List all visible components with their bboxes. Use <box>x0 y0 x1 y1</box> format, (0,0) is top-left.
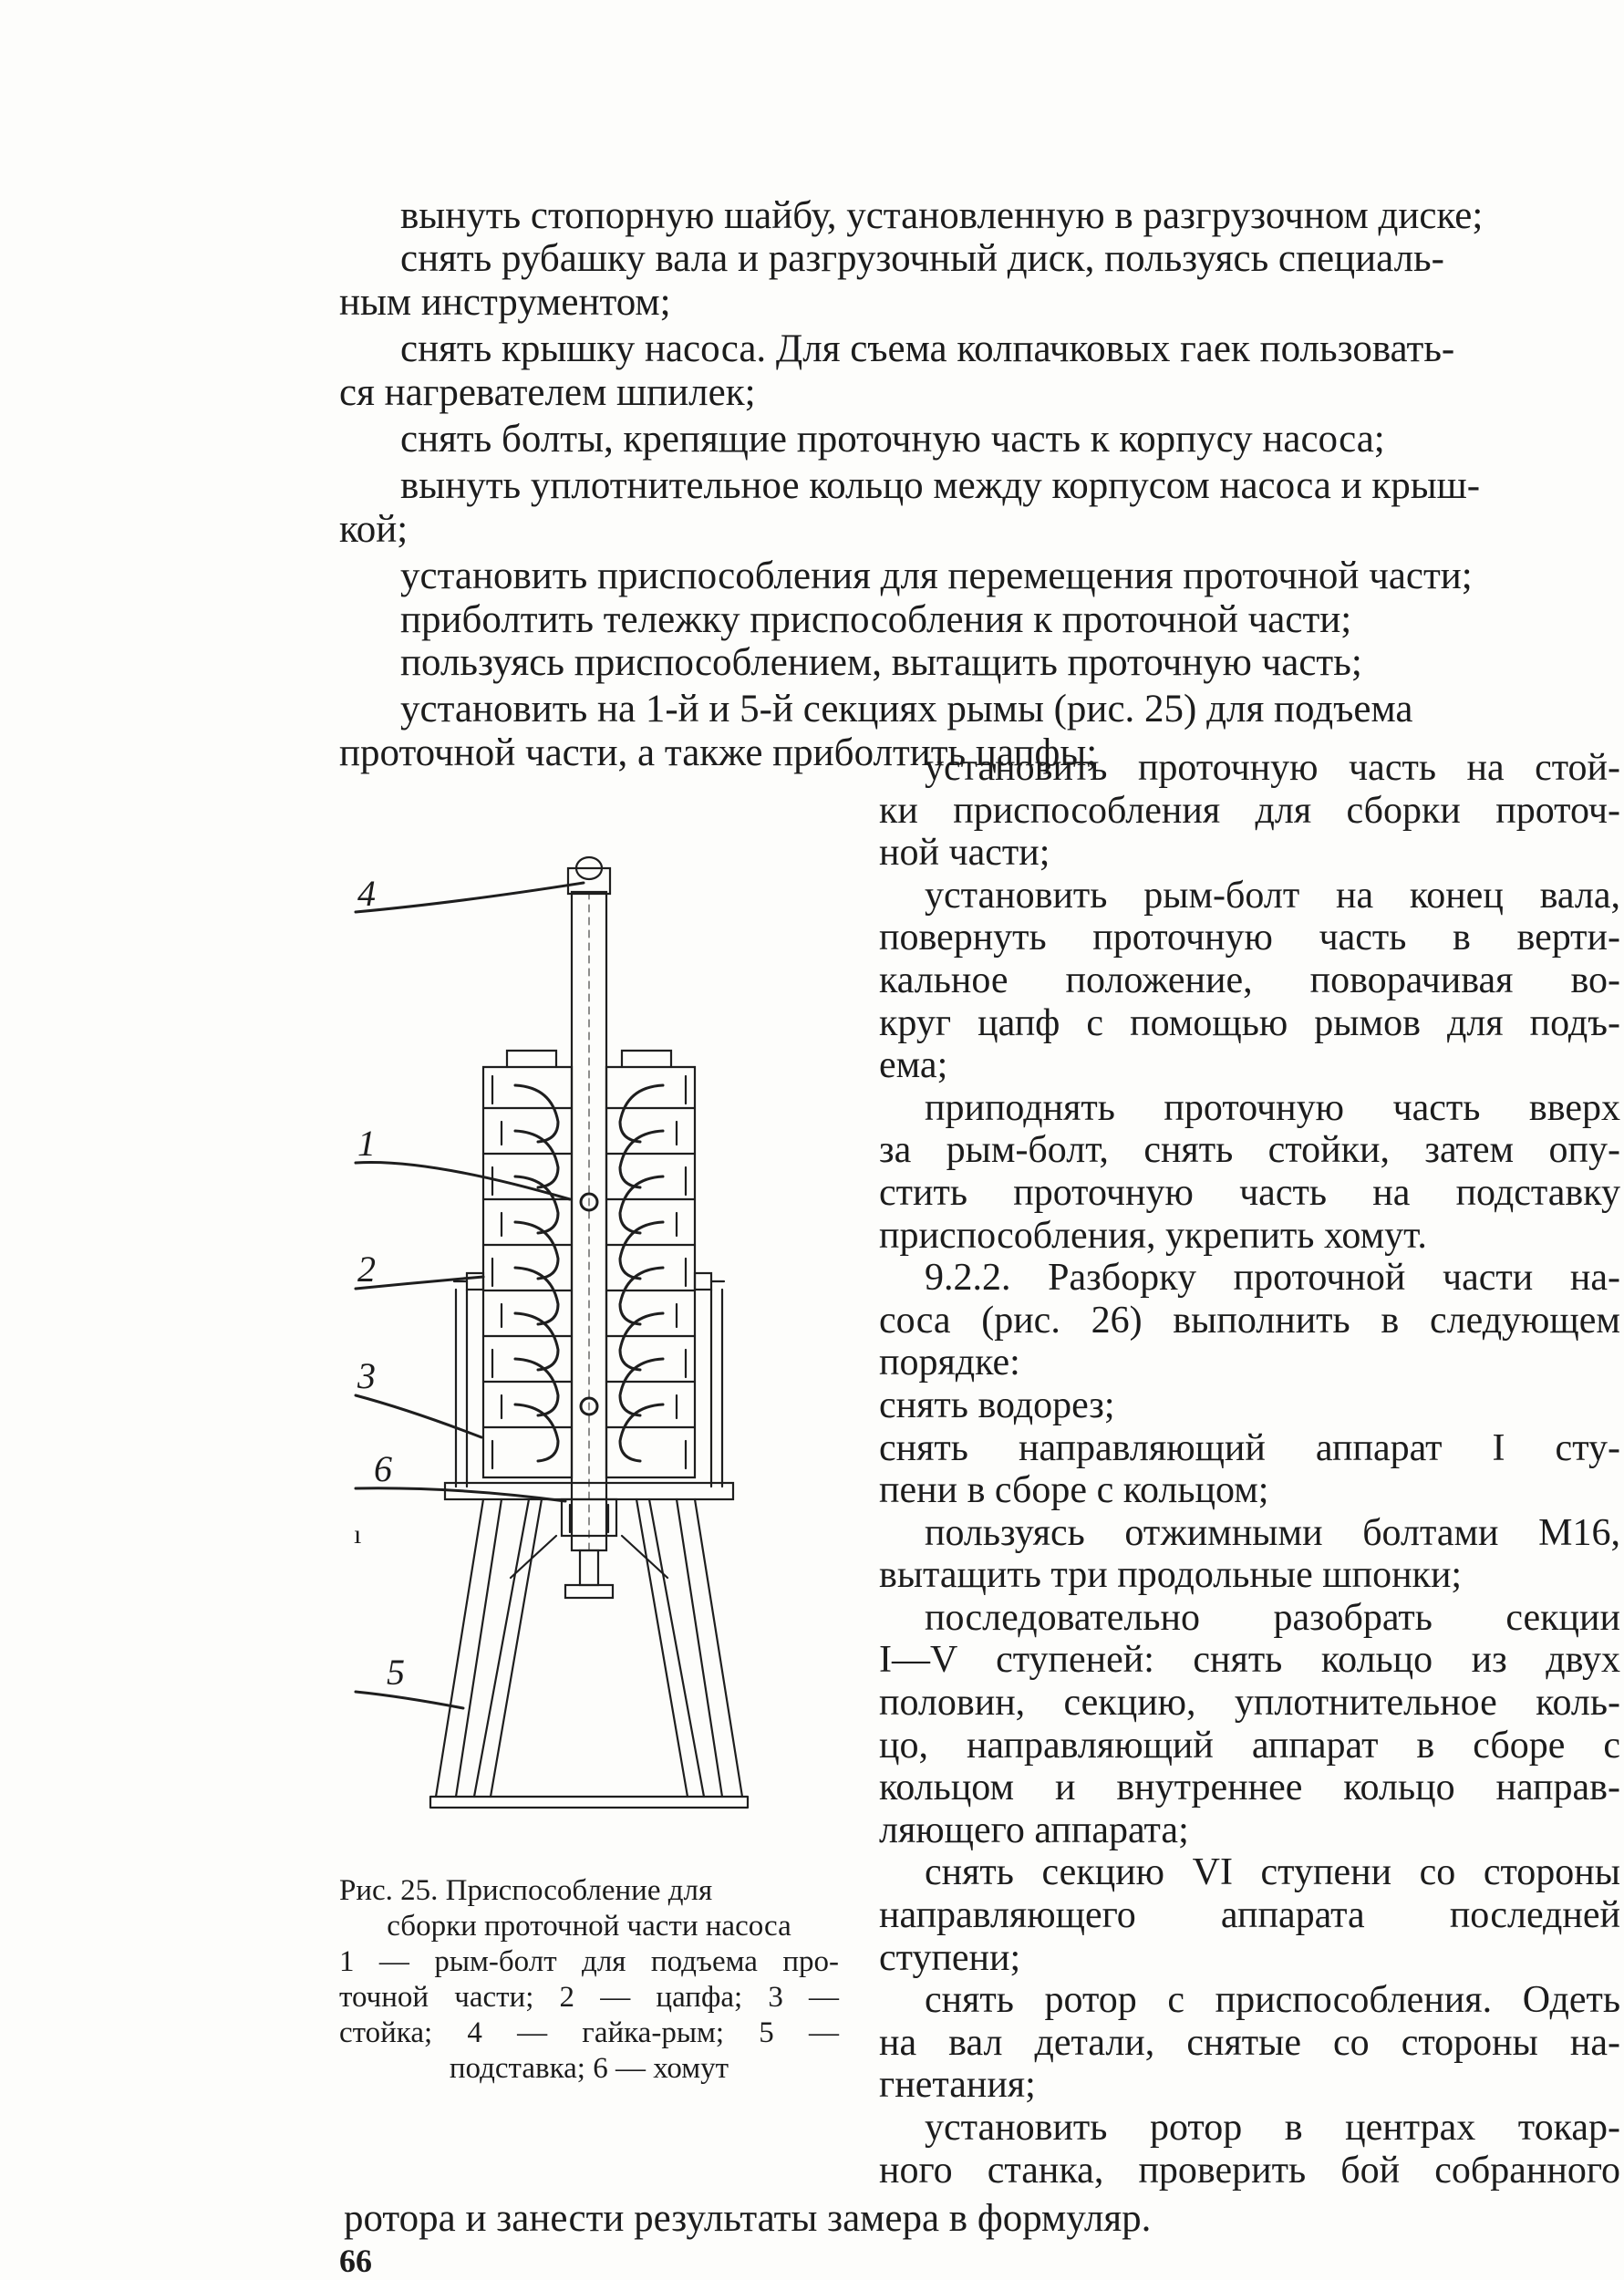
text-line: снять водорез; <box>879 1384 1115 1426</box>
text-line: ляющего аппарата; <box>879 1808 1189 1851</box>
caption-line: стойка; 4 — гайка-рым; 5 — <box>339 2016 839 2049</box>
caption-line: подставка; 6 — хомут <box>449 2052 729 2085</box>
text-line: установить на 1-й и 5-й секциях рымы (рис. 25) для подъема <box>400 688 1413 731</box>
text-line: кальное положение, поворачивая во- <box>879 959 1620 1001</box>
page-number: 66 <box>339 2243 372 2279</box>
text-line: направляющего аппарата последней <box>879 1894 1620 1937</box>
text-line: установить приспособления для перемещения проточной части; <box>400 554 1473 598</box>
fixture-drawing <box>347 848 857 1824</box>
leader-line-3 <box>356 1395 481 1437</box>
text-line: кой; <box>339 507 409 551</box>
text-line: снять крышку насоса. Для съема колпачковых гаек пользовать- <box>400 327 1455 371</box>
figure-label-2: 2 <box>357 1249 376 1290</box>
text-line: круг цапф с помощью рымов для подъ- <box>879 1001 1620 1044</box>
text-line: ема; <box>879 1044 948 1087</box>
figure-label-4: 4 <box>357 873 376 914</box>
leader-line-5 <box>356 1692 463 1708</box>
text-line: половин, секцию, уплотнительное коль- <box>879 1682 1620 1725</box>
caption-line: сборки проточной части насоса <box>387 1910 791 1943</box>
caption-line: 1 — рым-болт для подъема про- <box>339 1945 839 1978</box>
leader-line-4 <box>356 883 584 912</box>
text-line: ротора и занести результаты замера в формуляр. <box>344 2197 1152 2240</box>
text-line: установить проточную часть на стой- <box>925 747 1620 789</box>
text-line: приболтить тележку приспособления к проточной части; <box>400 597 1352 641</box>
stray-margin-mark: ı <box>354 1519 362 1549</box>
figure-label-1: 1 <box>357 1123 376 1164</box>
figure-label-3: 3 <box>357 1355 376 1396</box>
text-line: пользуясь отжимными болтами М16, <box>925 1511 1620 1554</box>
right-column-text <box>879 747 1620 2192</box>
text-line: ного станка, проверить бой собранного <box>879 2149 1620 2192</box>
text-line: снять секцию VI ступени со стороны <box>925 1851 1620 1894</box>
text-line: порядке: <box>879 1342 1020 1384</box>
text-line: на вал детали, снятые со стороны на- <box>879 2021 1620 2064</box>
text-line: за рым-болт, снять стойки, затем опу- <box>879 1129 1620 1172</box>
text-line: 9.2.2. Разборку проточной части на- <box>925 1257 1620 1300</box>
text-line: вынуть уплотнительное кольцо между корпусом насоса и крыш- <box>400 464 1481 508</box>
text-line: ки приспособления для сборки проточ- <box>879 789 1620 832</box>
text-line: последовательно разобрать секции <box>925 1596 1620 1639</box>
text-line: проточной части, а также приболтить цапфы; <box>339 731 1098 774</box>
text-line: стить проточную часть на подставку <box>879 1171 1620 1214</box>
text-line: пени в сборе с кольцом; <box>879 1469 1269 1512</box>
text-line: вытащить три продольные шпонки; <box>879 1554 1463 1597</box>
text-line: установить ротор в центрах токар- <box>925 2107 1620 2149</box>
text-line: приспособления, укрепить хомут. <box>879 1214 1427 1257</box>
text-line: установить рым-болт на конец вала, <box>925 874 1620 917</box>
text-line: снять ротор с приспособления. Одеть <box>925 1979 1620 2022</box>
caption-line: точной части; 2 — цапфа; 3 — <box>339 1981 839 2014</box>
text-line: снять направляющий аппарат I сту- <box>879 1426 1620 1469</box>
text-line: приподнять проточную часть вверх <box>925 1086 1620 1129</box>
figure-caption <box>339 1873 839 2087</box>
text-line: повернуть проточную часть в верти- <box>879 917 1620 959</box>
figure-label-5: 5 <box>387 1652 405 1693</box>
text-line: ступени; <box>879 1936 1021 1979</box>
text-line: соса (рис. 26) выполнить в следующем <box>879 1299 1620 1342</box>
figure-25-assembly-fixture <box>347 848 857 1824</box>
caption-line: Рис. 25. Приспособление для <box>339 1874 713 1907</box>
text-line: ся нагревателем шпилек; <box>339 370 756 414</box>
text-line: снять болты, крепящие проточную часть к корпусу насоса; <box>400 418 1385 461</box>
text-line: кольцом и внутреннее кольцо направ- <box>879 1767 1620 1809</box>
top-text-block <box>339 194 1620 774</box>
text-line: ным инструментом; <box>339 280 671 324</box>
text-line: пользуясь приспособлением, вытащить проточную часть; <box>400 641 1362 685</box>
text-line: гнетания; <box>879 2064 1036 2107</box>
text-line: вынуть стопорную шайбу, установленную в разгрузочном диске; <box>400 194 1484 237</box>
text-line: ной части; <box>879 832 1050 875</box>
text-line: снять рубашку вала и разгрузочный диск, пользуясь специаль- <box>400 237 1444 281</box>
text-line: цо, направляющий аппарат в сборе с <box>879 1724 1620 1767</box>
text-line: I—V ступеней: снять кольцо из двух <box>879 1639 1620 1682</box>
figure-label-6: 6 <box>374 1448 392 1489</box>
